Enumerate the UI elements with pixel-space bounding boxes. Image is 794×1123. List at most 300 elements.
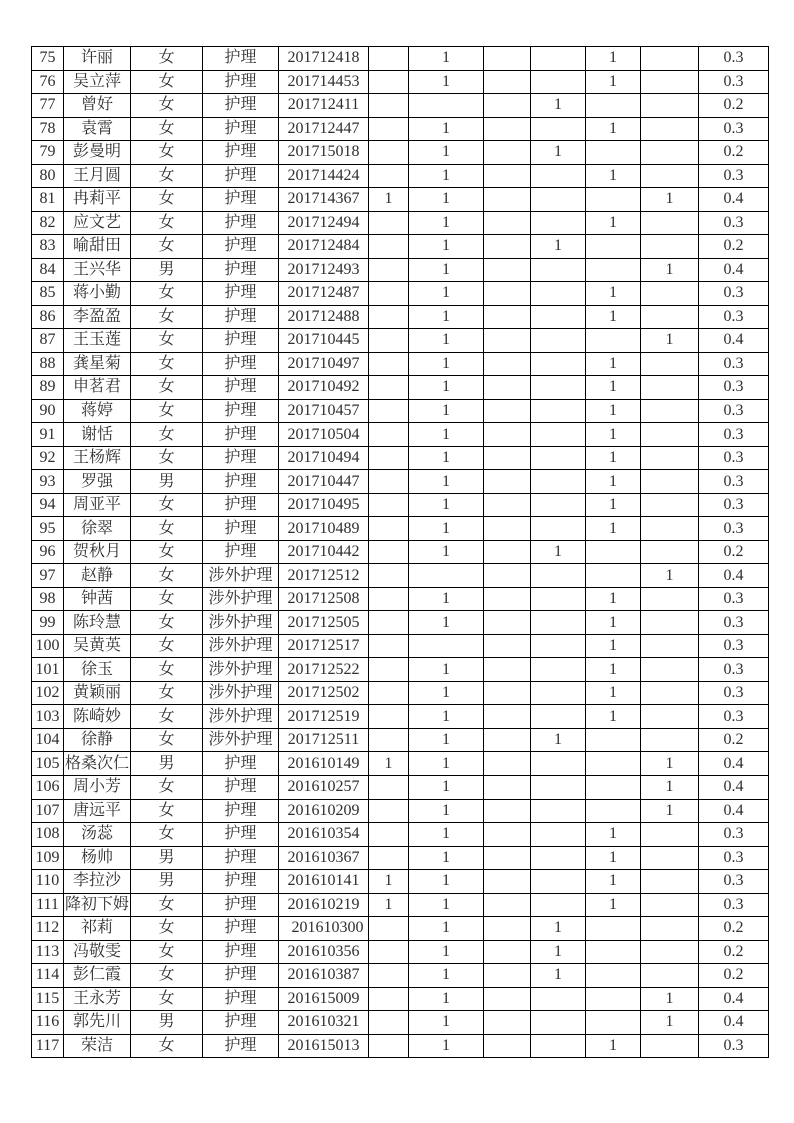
- cell-mark-col-3: [484, 940, 531, 964]
- cell-mark-col-1: [369, 540, 409, 564]
- cell-score: 0.4: [699, 799, 769, 823]
- table-row: [32, 634, 769, 658]
- cell-gender: 男: [131, 258, 203, 282]
- cell-mark-col-1: [369, 964, 409, 988]
- cell-student-id: 201712418: [279, 47, 369, 71]
- cell-index: 77: [32, 94, 64, 118]
- cell-name: 徐翠: [64, 517, 131, 541]
- cell-mark-col-4: [531, 1011, 586, 1035]
- cell-index: 103: [32, 705, 64, 729]
- cell-name: 喻甜田: [64, 235, 131, 259]
- cell-major: 护理: [203, 117, 279, 141]
- cell-gender: 女: [131, 564, 203, 588]
- table-row: [32, 893, 769, 917]
- cell-gender: 女: [131, 188, 203, 212]
- cell-score: 0.2: [699, 964, 769, 988]
- cell-mark-col-3: [484, 681, 531, 705]
- cell-mark-col-2: 1: [409, 352, 484, 376]
- cell-mark-col-1: [369, 1034, 409, 1058]
- cell-mark-col-5: 1: [586, 305, 641, 329]
- cell-mark-col-6: [641, 611, 699, 635]
- cell-mark-col-5: [586, 775, 641, 799]
- cell-gender: 女: [131, 634, 203, 658]
- cell-student-id: 201610257: [279, 775, 369, 799]
- table-row: [32, 235, 769, 259]
- cell-mark-col-4: 1: [531, 917, 586, 941]
- cell-index: 108: [32, 823, 64, 847]
- table-row: [32, 399, 769, 423]
- cell-name: 吴黄英: [64, 634, 131, 658]
- cell-mark-col-2: 1: [409, 587, 484, 611]
- cell-student-id: 201712522: [279, 658, 369, 682]
- cell-mark-col-3: [484, 728, 531, 752]
- cell-gender: 女: [131, 446, 203, 470]
- cell-student-id: 201610300: [279, 917, 369, 941]
- cell-student-id: 201715018: [279, 141, 369, 165]
- cell-mark-col-5: 1: [586, 493, 641, 517]
- cell-score: 0.3: [699, 681, 769, 705]
- cell-index: 79: [32, 141, 64, 165]
- cell-index: 113: [32, 940, 64, 964]
- cell-name: 吴立萍: [64, 70, 131, 94]
- cell-score: 0.4: [699, 329, 769, 353]
- cell-gender: 女: [131, 940, 203, 964]
- cell-mark-col-1: [369, 564, 409, 588]
- cell-mark-col-2: 1: [409, 658, 484, 682]
- table-row: [32, 917, 769, 941]
- cell-mark-col-6: 1: [641, 799, 699, 823]
- cell-gender: 男: [131, 470, 203, 494]
- cell-mark-col-4: [531, 305, 586, 329]
- cell-index: 83: [32, 235, 64, 259]
- cell-student-id: 201710442: [279, 540, 369, 564]
- cell-mark-col-5: 1: [586, 634, 641, 658]
- cell-mark-col-4: [531, 799, 586, 823]
- cell-gender: 女: [131, 823, 203, 847]
- cell-mark-col-5: 1: [586, 470, 641, 494]
- cell-student-id: 201710489: [279, 517, 369, 541]
- cell-score: 0.3: [699, 164, 769, 188]
- cell-mark-col-2: [409, 564, 484, 588]
- cell-score: 0.3: [699, 1034, 769, 1058]
- cell-student-id: 201712488: [279, 305, 369, 329]
- cell-index: 106: [32, 775, 64, 799]
- cell-major: 护理: [203, 1034, 279, 1058]
- cell-major: 护理: [203, 493, 279, 517]
- cell-gender: 女: [131, 705, 203, 729]
- cell-gender: 女: [131, 987, 203, 1011]
- cell-mark-col-4: [531, 634, 586, 658]
- cell-mark-col-2: 1: [409, 517, 484, 541]
- cell-mark-col-5: [586, 728, 641, 752]
- cell-student-id: 201610149: [279, 752, 369, 776]
- cell-index: 99: [32, 611, 64, 635]
- cell-student-id: 201712494: [279, 211, 369, 235]
- cell-major: 涉外护理: [203, 564, 279, 588]
- cell-mark-col-5: [586, 987, 641, 1011]
- cell-mark-col-5: [586, 141, 641, 165]
- cell-mark-col-4: 1: [531, 940, 586, 964]
- cell-mark-col-5: [586, 917, 641, 941]
- cell-mark-col-3: [484, 188, 531, 212]
- cell-major: 护理: [203, 540, 279, 564]
- cell-mark-col-1: [369, 235, 409, 259]
- cell-mark-col-6: 1: [641, 258, 699, 282]
- cell-score: 0.3: [699, 517, 769, 541]
- cell-mark-col-5: 1: [586, 893, 641, 917]
- cell-index: 92: [32, 446, 64, 470]
- cell-mark-col-1: [369, 94, 409, 118]
- cell-gender: 女: [131, 493, 203, 517]
- cell-mark-col-2: 1: [409, 446, 484, 470]
- cell-name: 徐玉: [64, 658, 131, 682]
- cell-mark-col-4: [531, 376, 586, 400]
- cell-mark-col-6: 1: [641, 188, 699, 212]
- cell-mark-col-1: [369, 1011, 409, 1035]
- cell-index: 98: [32, 587, 64, 611]
- cell-mark-col-6: [641, 940, 699, 964]
- cell-mark-col-5: 1: [586, 399, 641, 423]
- cell-mark-col-2: 1: [409, 964, 484, 988]
- cell-mark-col-6: [641, 164, 699, 188]
- cell-score: 0.3: [699, 870, 769, 894]
- cell-mark-col-2: 1: [409, 752, 484, 776]
- cell-mark-col-2: 1: [409, 329, 484, 353]
- cell-mark-col-2: 1: [409, 493, 484, 517]
- cell-student-id: 201710495: [279, 493, 369, 517]
- cell-score: 0.3: [699, 352, 769, 376]
- cell-mark-col-4: [531, 117, 586, 141]
- cell-mark-col-6: [641, 282, 699, 306]
- cell-mark-col-3: [484, 1011, 531, 1035]
- cell-name: 周亚平: [64, 493, 131, 517]
- cell-name: 谢恬: [64, 423, 131, 447]
- cell-mark-col-5: [586, 329, 641, 353]
- cell-mark-col-1: [369, 470, 409, 494]
- cell-student-id: 201714453: [279, 70, 369, 94]
- table-row: [32, 517, 769, 541]
- cell-mark-col-5: 1: [586, 164, 641, 188]
- cell-mark-col-2: 1: [409, 470, 484, 494]
- cell-mark-col-3: [484, 658, 531, 682]
- cell-index: 84: [32, 258, 64, 282]
- cell-student-id: 201610219: [279, 893, 369, 917]
- cell-mark-col-2: [409, 634, 484, 658]
- cell-index: 85: [32, 282, 64, 306]
- table-row: [32, 681, 769, 705]
- cell-mark-col-2: 1: [409, 823, 484, 847]
- cell-index: 90: [32, 399, 64, 423]
- cell-mark-col-3: [484, 47, 531, 71]
- cell-mark-col-5: [586, 752, 641, 776]
- cell-mark-col-1: [369, 446, 409, 470]
- table-row: [32, 141, 769, 165]
- cell-mark-col-1: [369, 823, 409, 847]
- cell-name: 申茗君: [64, 376, 131, 400]
- cell-student-id: 201712502: [279, 681, 369, 705]
- cell-mark-col-6: [641, 70, 699, 94]
- cell-name: 李盈盈: [64, 305, 131, 329]
- cell-mark-col-4: [531, 517, 586, 541]
- cell-mark-col-1: [369, 117, 409, 141]
- cell-mark-col-6: [641, 893, 699, 917]
- cell-score: 0.2: [699, 540, 769, 564]
- table-row: [32, 188, 769, 212]
- table-row: [32, 587, 769, 611]
- cell-mark-col-3: [484, 117, 531, 141]
- cell-mark-col-4: [531, 611, 586, 635]
- cell-mark-col-5: [586, 964, 641, 988]
- cell-name: 袁霄: [64, 117, 131, 141]
- cell-score: 0.3: [699, 658, 769, 682]
- table-row: [32, 728, 769, 752]
- cell-student-id: 201712512: [279, 564, 369, 588]
- cell-mark-col-6: [641, 352, 699, 376]
- cell-student-id: 201714424: [279, 164, 369, 188]
- cell-major: 护理: [203, 964, 279, 988]
- cell-mark-col-4: 1: [531, 964, 586, 988]
- cell-gender: 女: [131, 47, 203, 71]
- cell-mark-col-3: [484, 564, 531, 588]
- cell-mark-col-5: 1: [586, 823, 641, 847]
- cell-score: 0.3: [699, 493, 769, 517]
- cell-mark-col-3: [484, 752, 531, 776]
- cell-gender: 女: [131, 399, 203, 423]
- cell-index: 75: [32, 47, 64, 71]
- cell-index: 95: [32, 517, 64, 541]
- cell-name: 郭先川: [64, 1011, 131, 1035]
- cell-mark-col-2: 1: [409, 423, 484, 447]
- cell-mark-col-4: [531, 188, 586, 212]
- cell-mark-col-5: 1: [586, 1034, 641, 1058]
- cell-score: 0.4: [699, 258, 769, 282]
- cell-gender: 女: [131, 587, 203, 611]
- cell-index: 96: [32, 540, 64, 564]
- table-row: [32, 987, 769, 1011]
- cell-gender: 女: [131, 423, 203, 447]
- cell-mark-col-1: [369, 517, 409, 541]
- table-row: [32, 446, 769, 470]
- cell-name: 贺秋月: [64, 540, 131, 564]
- cell-mark-col-6: [641, 870, 699, 894]
- cell-mark-col-3: [484, 799, 531, 823]
- table-row: [32, 705, 769, 729]
- cell-mark-col-6: [641, 305, 699, 329]
- cell-gender: 女: [131, 329, 203, 353]
- cell-student-id: 201610367: [279, 846, 369, 870]
- cell-score: 0.2: [699, 940, 769, 964]
- cell-mark-col-3: [484, 517, 531, 541]
- cell-major: 护理: [203, 188, 279, 212]
- cell-mark-col-6: [641, 658, 699, 682]
- cell-index: 102: [32, 681, 64, 705]
- cell-mark-col-1: [369, 423, 409, 447]
- cell-index: 81: [32, 188, 64, 212]
- cell-mark-col-6: [641, 47, 699, 71]
- cell-major: 护理: [203, 282, 279, 306]
- cell-mark-col-3: [484, 823, 531, 847]
- cell-score: 0.2: [699, 235, 769, 259]
- cell-name: 王杨辉: [64, 446, 131, 470]
- cell-name: 罗强: [64, 470, 131, 494]
- cell-mark-col-3: [484, 493, 531, 517]
- cell-gender: 女: [131, 211, 203, 235]
- cell-mark-col-5: [586, 235, 641, 259]
- cell-mark-col-5: 1: [586, 70, 641, 94]
- cell-student-id: 201710457: [279, 399, 369, 423]
- cell-mark-col-4: [531, 893, 586, 917]
- cell-index: 82: [32, 211, 64, 235]
- cell-index: 110: [32, 870, 64, 894]
- cell-gender: 女: [131, 376, 203, 400]
- cell-mark-col-1: [369, 141, 409, 165]
- cell-mark-col-3: [484, 870, 531, 894]
- cell-gender: 女: [131, 1034, 203, 1058]
- table-row: [32, 329, 769, 353]
- cell-mark-col-1: [369, 211, 409, 235]
- cell-mark-col-1: [369, 587, 409, 611]
- cell-gender: 女: [131, 611, 203, 635]
- cell-mark-col-3: [484, 611, 531, 635]
- cell-mark-col-5: [586, 94, 641, 118]
- cell-major: 护理: [203, 329, 279, 353]
- cell-student-id: 201712487: [279, 282, 369, 306]
- table-row: [32, 211, 769, 235]
- cell-mark-col-5: [586, 940, 641, 964]
- cell-mark-col-2: 1: [409, 893, 484, 917]
- cell-score: 0.3: [699, 282, 769, 306]
- cell-major: 护理: [203, 164, 279, 188]
- cell-mark-col-4: [531, 752, 586, 776]
- cell-major: 护理: [203, 893, 279, 917]
- cell-mark-col-4: 1: [531, 235, 586, 259]
- table-row: [32, 70, 769, 94]
- cell-mark-col-6: [641, 399, 699, 423]
- cell-score: 0.3: [699, 399, 769, 423]
- cell-student-id: 201712505: [279, 611, 369, 635]
- table-row: [32, 258, 769, 282]
- cell-name: 唐远平: [64, 799, 131, 823]
- cell-major: 护理: [203, 211, 279, 235]
- cell-mark-col-4: [531, 423, 586, 447]
- cell-mark-col-6: [641, 634, 699, 658]
- cell-mark-col-5: 1: [586, 658, 641, 682]
- cell-mark-col-4: [531, 870, 586, 894]
- cell-major: 护理: [203, 752, 279, 776]
- cell-mark-col-3: [484, 94, 531, 118]
- cell-mark-col-5: 1: [586, 352, 641, 376]
- table-row: [32, 752, 769, 776]
- cell-mark-col-1: [369, 305, 409, 329]
- cell-major: 护理: [203, 446, 279, 470]
- cell-name: 杨帅: [64, 846, 131, 870]
- cell-mark-col-3: [484, 587, 531, 611]
- cell-gender: 女: [131, 540, 203, 564]
- cell-mark-col-3: [484, 282, 531, 306]
- cell-mark-col-2: 1: [409, 305, 484, 329]
- cell-index: 117: [32, 1034, 64, 1058]
- cell-index: 88: [32, 352, 64, 376]
- cell-mark-col-6: [641, 470, 699, 494]
- cell-major: 护理: [203, 775, 279, 799]
- cell-mark-col-6: 1: [641, 987, 699, 1011]
- cell-gender: 女: [131, 70, 203, 94]
- table-row: [32, 305, 769, 329]
- cell-gender: 女: [131, 94, 203, 118]
- cell-mark-col-4: [531, 846, 586, 870]
- cell-name: 祁莉: [64, 917, 131, 941]
- cell-mark-col-1: [369, 329, 409, 353]
- cell-mark-col-2: 1: [409, 211, 484, 235]
- cell-student-id: 201710494: [279, 446, 369, 470]
- cell-gender: 女: [131, 517, 203, 541]
- cell-name: 蒋婷: [64, 399, 131, 423]
- cell-score: 0.2: [699, 94, 769, 118]
- cell-score: 0.2: [699, 917, 769, 941]
- cell-mark-col-3: [484, 846, 531, 870]
- cell-student-id: 201710504: [279, 423, 369, 447]
- cell-mark-col-2: 1: [409, 70, 484, 94]
- cell-index: 111: [32, 893, 64, 917]
- cell-index: 104: [32, 728, 64, 752]
- cell-mark-col-2: 1: [409, 611, 484, 635]
- table-row: [32, 376, 769, 400]
- cell-mark-col-2: 1: [409, 870, 484, 894]
- cell-mark-col-6: [641, 376, 699, 400]
- cell-score: 0.3: [699, 634, 769, 658]
- table-row: [32, 470, 769, 494]
- cell-mark-col-2: 1: [409, 1034, 484, 1058]
- cell-student-id: 201712484: [279, 235, 369, 259]
- cell-mark-col-2: 1: [409, 235, 484, 259]
- cell-mark-col-2: 1: [409, 728, 484, 752]
- cell-gender: 女: [131, 117, 203, 141]
- cell-index: 109: [32, 846, 64, 870]
- cell-mark-col-3: [484, 893, 531, 917]
- cell-mark-col-2: 1: [409, 282, 484, 306]
- cell-index: 101: [32, 658, 64, 682]
- cell-score: 0.4: [699, 188, 769, 212]
- cell-name: 徐静: [64, 728, 131, 752]
- cell-name: 赵静: [64, 564, 131, 588]
- cell-mark-col-5: 1: [586, 705, 641, 729]
- cell-major: 护理: [203, 917, 279, 941]
- cell-index: 107: [32, 799, 64, 823]
- table-row: [32, 870, 769, 894]
- cell-mark-col-1: [369, 47, 409, 71]
- cell-major: 护理: [203, 940, 279, 964]
- cell-score: 0.3: [699, 893, 769, 917]
- cell-mark-col-6: [641, 423, 699, 447]
- cell-score: 0.3: [699, 211, 769, 235]
- cell-score: 0.3: [699, 47, 769, 71]
- table-body: [32, 47, 769, 1058]
- cell-major: 护理: [203, 141, 279, 165]
- cell-gender: 女: [131, 917, 203, 941]
- cell-index: 97: [32, 564, 64, 588]
- cell-mark-col-6: [641, 728, 699, 752]
- cell-index: 93: [32, 470, 64, 494]
- cell-mark-col-3: [484, 423, 531, 447]
- cell-name: 龚星菊: [64, 352, 131, 376]
- cell-mark-col-3: [484, 1034, 531, 1058]
- cell-student-id: 201714367: [279, 188, 369, 212]
- cell-mark-col-6: [641, 211, 699, 235]
- cell-mark-col-2: 1: [409, 775, 484, 799]
- cell-mark-col-2: 1: [409, 846, 484, 870]
- cell-mark-col-1: [369, 658, 409, 682]
- cell-major: 涉外护理: [203, 705, 279, 729]
